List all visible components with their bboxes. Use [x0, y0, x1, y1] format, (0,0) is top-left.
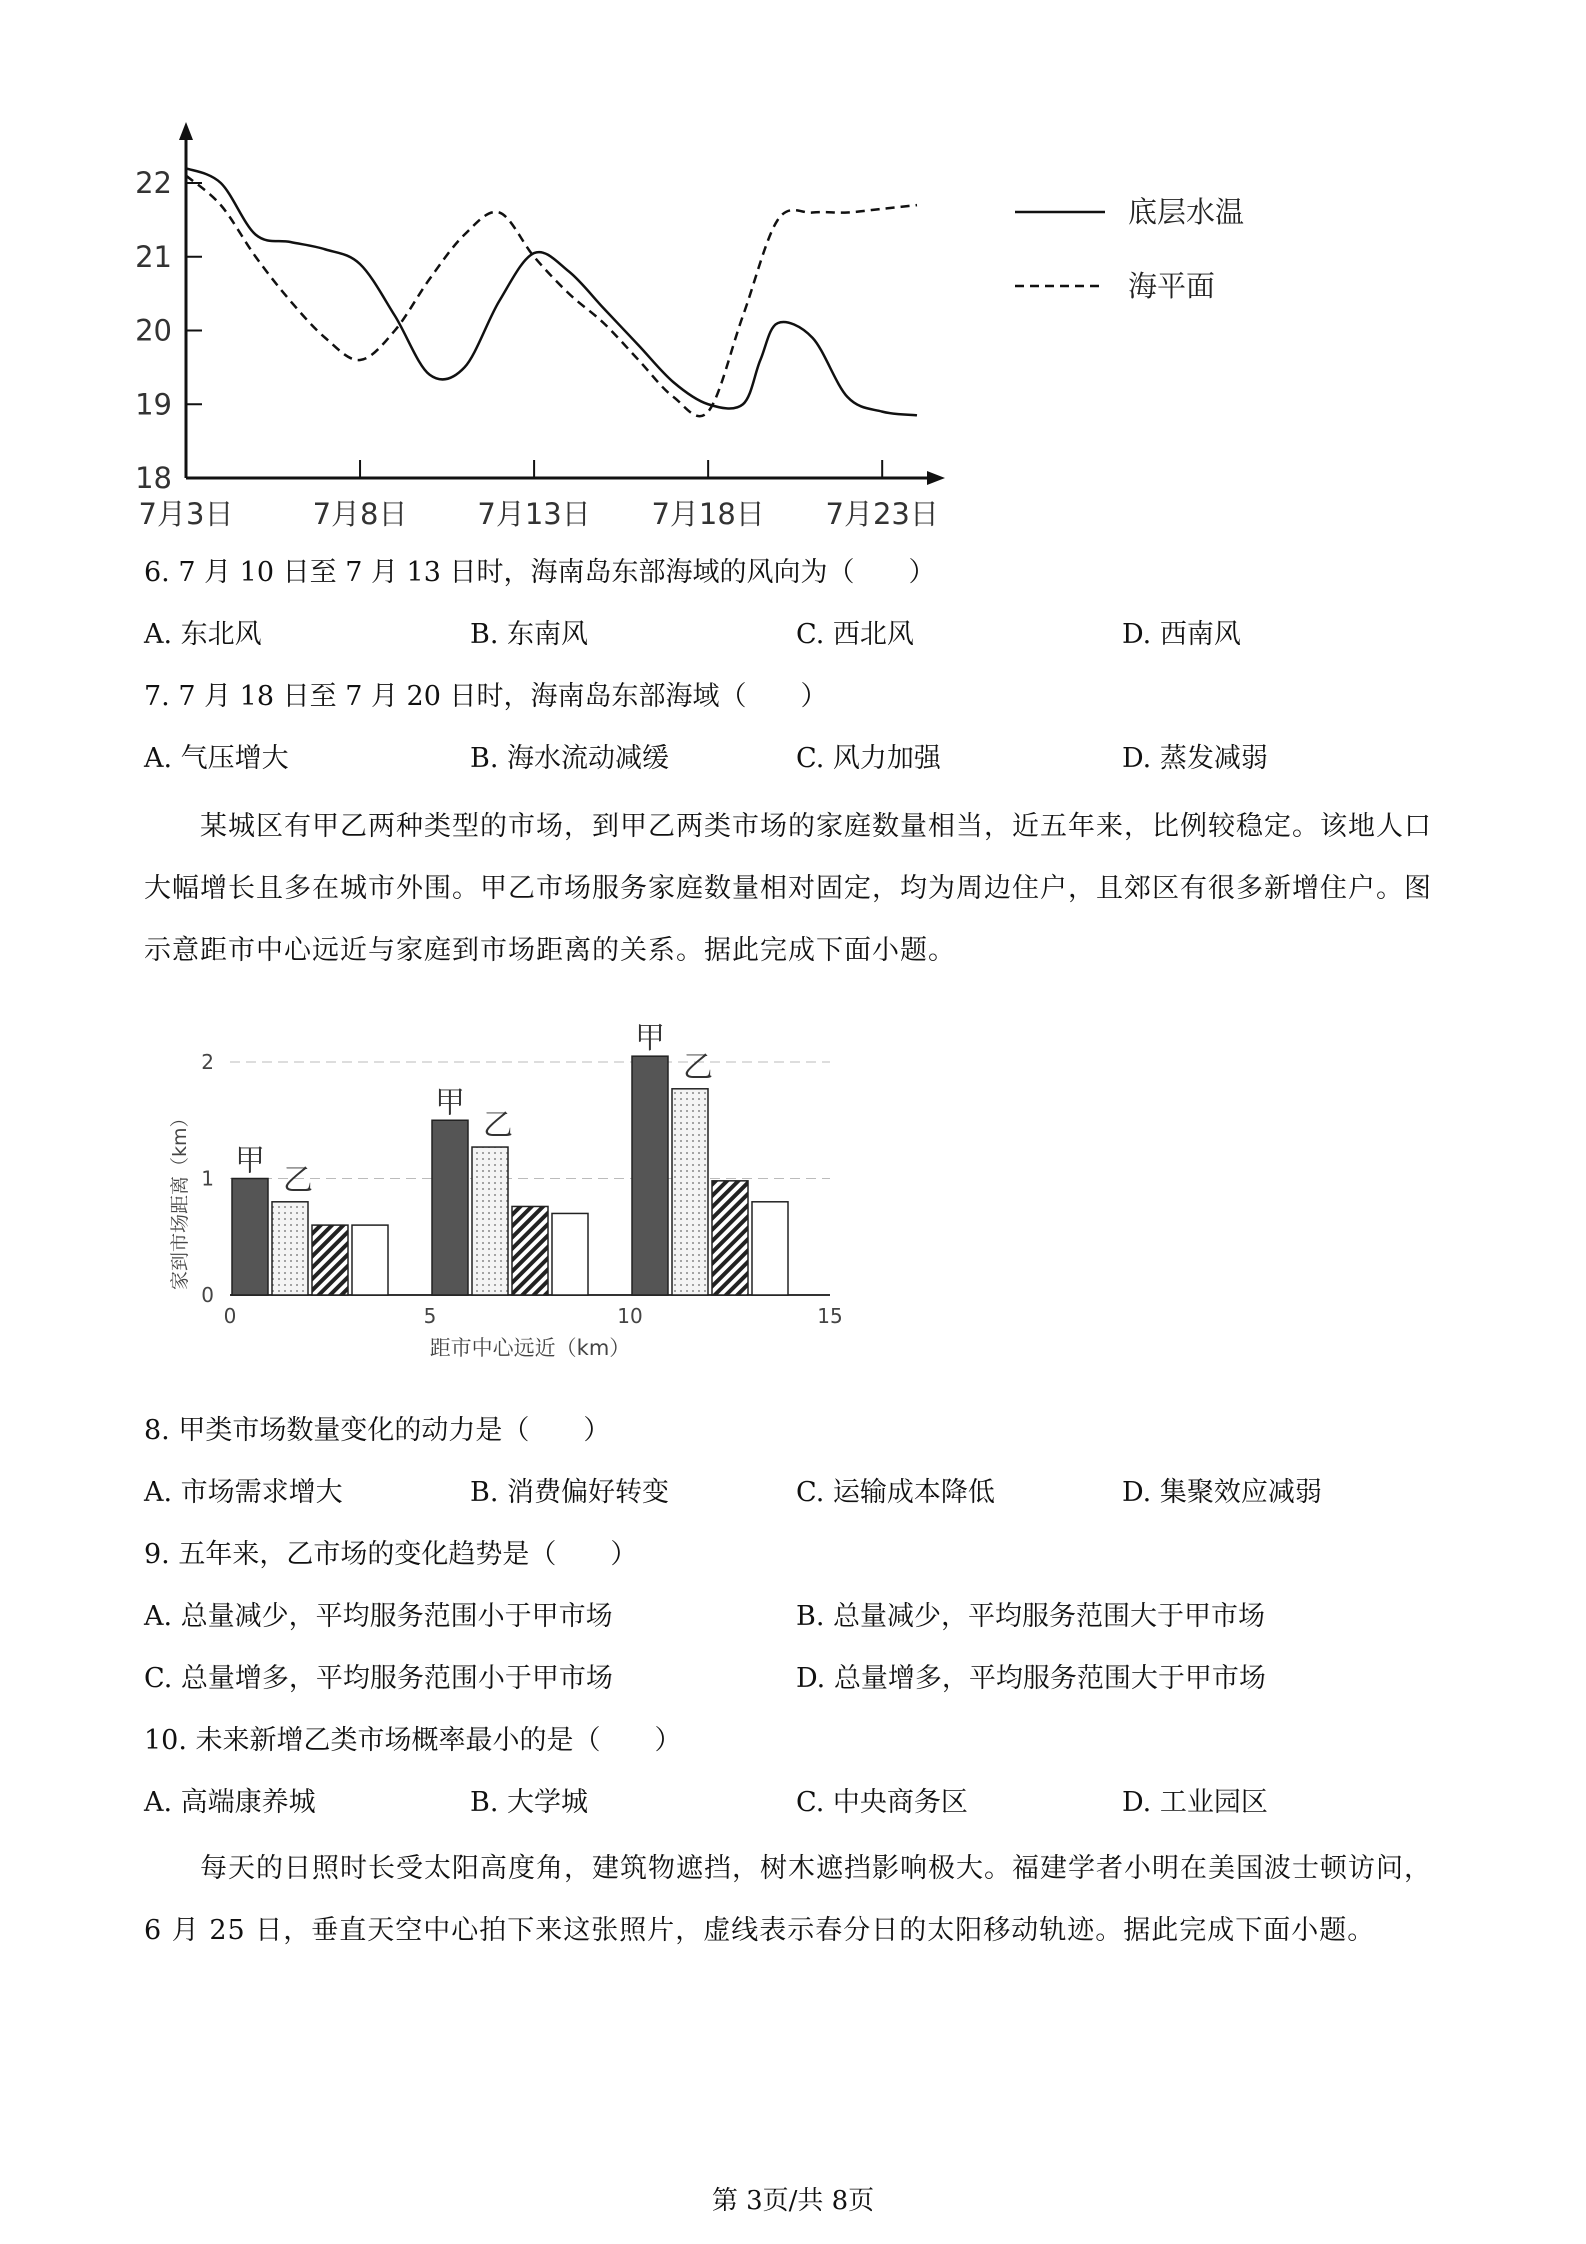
q9-option-a[interactable]: A. 总量减少，平均服务范围小于甲市场 [144, 1601, 613, 1632]
bar-chart-x-label: 距市中心远近（km） [429, 1336, 631, 1360]
series-line-bottom-water-temp [186, 168, 917, 415]
line-chart-y-tick-label: 19 [135, 387, 172, 422]
line-chart [0, 0, 1586, 560]
bar-yi [272, 1202, 308, 1295]
bar-chart-x-tick-label: 15 [817, 1304, 843, 1328]
legend-label-bottom-water-temp: 底层水温 [1128, 195, 1245, 229]
q9-option-b[interactable]: B. 总量减少，平均服务范围大于甲市场 [796, 1601, 1266, 1632]
passage-markets: 某城区有甲乙两种类型的市场，到甲乙两类市场的家庭数量相当，近五年来，比例较稳定。该地人口大幅增长且多在城市外围。甲乙市场服务家庭数量相对固定，均为周边住户，且郊区有很多新增住户。图示意距市中心远近与家庭到市场距离的关系。据此完成下面小题。 [144, 811, 1432, 966]
q8-option-d[interactable]: D. 集聚效应减弱 [1122, 1477, 1322, 1508]
q7-option-c[interactable]: C. 风力加强 [796, 743, 941, 774]
question-10-stem: 10. 未来新增乙类市场概率最小的是（ ） [144, 1725, 682, 1756]
bar-chart-y-tick-label: 1 [201, 1166, 214, 1191]
bar-hatched [712, 1181, 748, 1295]
bar-hatched [312, 1225, 348, 1295]
bar-chart-x-tick-label: 10 [617, 1304, 643, 1328]
line-chart-x-tick-label: 7月13日 [477, 497, 591, 531]
bar-chart-x-tick-label: 0 [223, 1304, 237, 1328]
bar-white [352, 1225, 388, 1295]
bar-tag-yi: 乙 [283, 1162, 313, 1198]
bar-tag-jia: 甲 [435, 1085, 465, 1121]
legend-label-sea-level: 海平面 [1128, 269, 1216, 303]
line-chart-y-tick-label: 21 [135, 239, 172, 274]
bar-chart-x-tick-label: 5 [423, 1304, 437, 1328]
q8-option-b[interactable]: B. 消费偏好转变 [470, 1477, 670, 1508]
bar-chart [0, 1000, 900, 1380]
q9-option-d[interactable]: D. 总量增多，平均服务范围大于甲市场 [796, 1663, 1266, 1694]
line-chart-x-tick-label: 7月23日 [825, 497, 939, 531]
question-9-stem: 9. 五年来，乙市场的变化趋势是（ ） [144, 1539, 638, 1570]
q8-option-a[interactable]: A. 市场需求增大 [144, 1477, 343, 1508]
bar-yi [672, 1089, 708, 1295]
q9-option-c[interactable]: C. 总量增多，平均服务范围小于甲市场 [144, 1663, 613, 1694]
line-chart-x-tick-label: 7月3日 [138, 497, 234, 531]
line-chart-y-tick-label: 18 [135, 461, 172, 495]
q10-option-b[interactable]: B. 大学城 [470, 1787, 589, 1818]
bar-chart-y-tick-label: 2 [201, 1050, 214, 1074]
bar-yi [472, 1147, 508, 1295]
series-line-sea-level [186, 176, 917, 417]
line-chart-x-arrow [927, 471, 945, 485]
bar-hatched [512, 1206, 548, 1295]
q10-option-a[interactable]: A. 高端康养城 [144, 1787, 316, 1818]
q6-option-a[interactable]: A. 东北风 [144, 619, 262, 650]
line-chart-y-tick-label: 20 [135, 313, 172, 348]
bar-white [552, 1213, 588, 1295]
line-chart-x-tick-label: 7月18日 [651, 497, 765, 531]
q6-option-c[interactable]: C. 西北风 [796, 619, 914, 650]
bar-jia [232, 1179, 268, 1296]
q7-option-b[interactable]: B. 海水流动减缓 [470, 743, 670, 774]
line-chart-x-tick-label: 7月8日 [312, 497, 408, 531]
bar-chart-y-label: 家到市场距离（km） [169, 1108, 191, 1290]
bar-tag-yi: 乙 [483, 1108, 513, 1144]
q6-option-b[interactable]: B. 东南风 [470, 619, 589, 650]
page-footer: 第 3页/共 8页 [711, 2186, 875, 2216]
q7-option-a[interactable]: A. 气压增大 [144, 743, 289, 774]
q10-option-d[interactable]: D. 工业园区 [1122, 1787, 1268, 1818]
bar-tag-jia: 甲 [635, 1021, 665, 1057]
bar-white [752, 1202, 788, 1295]
q10-option-c[interactable]: C. 中央商务区 [796, 1787, 968, 1818]
line-chart-y-tick-label: 22 [135, 166, 172, 200]
passage-sunshine: 每天的日照时长受太阳高度角，建筑物遮挡，树木遮挡影响极大。福建学者小明在美国波士顿访问，6 月 25 日，垂直天空中心拍下来这张照片，虚线表示春分日的太阳移动轨迹。据此完成下面小题。 [144, 1853, 1432, 1946]
bar-tag-jia: 甲 [235, 1143, 265, 1179]
line-chart-y-arrow [179, 122, 193, 140]
bar-chart-y-tick-label: 0 [201, 1283, 214, 1307]
question-6-stem: 6. 7 月 10 日至 7 月 13 日时，海南岛东部海域的风向为（ ） [144, 557, 936, 588]
q7-option-d[interactable]: D. 蒸发减弱 [1122, 743, 1268, 774]
q8-option-c[interactable]: C. 运输成本降低 [796, 1477, 995, 1508]
bar-tag-yi: 乙 [683, 1049, 713, 1085]
bar-jia [632, 1056, 668, 1295]
question-7-stem: 7. 7 月 18 日至 7 月 20 日时，海南岛东部海域（ ） [144, 681, 828, 712]
bar-jia [432, 1120, 468, 1295]
q6-option-d[interactable]: D. 西南风 [1122, 619, 1241, 650]
question-8-stem: 8. 甲类市场数量变化的动力是（ ） [144, 1415, 611, 1446]
